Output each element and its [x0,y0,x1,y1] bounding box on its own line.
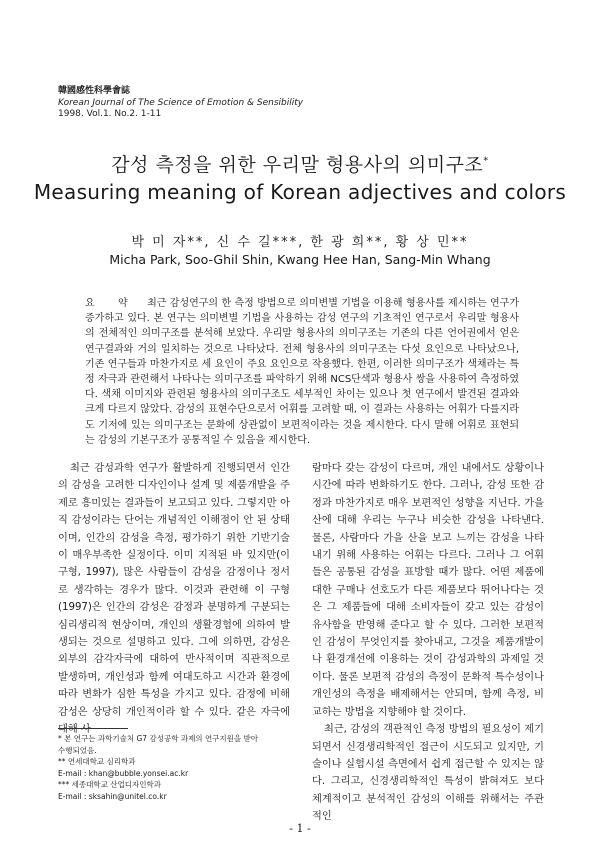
journal-volume: 1998. Vol.1. No.2. 1-11 [58,109,162,119]
title-footnote-mark: * [483,155,489,167]
abstract-label: 요 약 [85,298,138,309]
abstract [85,296,519,448]
body-paragraph: 람마다 갖는 감성이 다르며, 개인 내에서도 상황이나 시간에 따라 변화하기도 한다. 그러나, 감성 또한 감정과 마찬가지로 매우 보편적인 성향을 지닌다. 가을산에 대해 우리는 누구나 비슷한 감성을 나타낸다. 물론, 사람마다 가을 산을 보고 느끼는 감성을 나타내기 위해 사용하는 어휘는 다르다. 그러나 그 어휘들은 공통된 감성을 표방할 때가 많다. 어떤 제품에 대한 구매나 선호도가 다른 제품보다 뛰어나다는 것은 그 제품들에 대해 소비자들이 갖고 있는 감성이 유사함을 반영해 준다고 할 수 있다. 그러한 보편적인 감성이 무엇인지를 찾아내고, 그것을 제품개발이나 환경개선에 이용하는 것이 감성과학의 과제일 것이다. 물론 보편적 감성의 측정이 문화적 특수성이나 개인성의 측정을 배제해서는 안되며, 함께 측정, 비교하는 방법을 지향해야 할 것이다. [312,463,544,718]
footnote-email[interactable]: E-mail : khan@bubble.yonsei.ac.kr [58,768,189,778]
abstract-text: 최근 감성연구의 한 측정 방법으로 의미변별 기법을 이용해 형용사를 제시하는 연구가 증가하고 있다. 본 연구는 의미변별 기법을 사용하는 감성 연구의 기초적인 연구로서 우리말 형용사의 전체적인 의미구조를 분석해 보았다. 우리말 형용사의 의미구조는 기존의 다른 언어권에서 얻은 연구결과와 거의 일치하는 것으로 나타났다. 전체 형용사의 의미구조는 다섯 요인으로 나타났으나, 기존 연구들과 마찬가지로 세 요인이 주요 요인으로 작용했다. 한편, 이러한 의미구조가 색채라는 특정 자극과 관련해서 나타나는 의미구조를 파악하기 위해 NCS단색과 형용사 쌍을 사용하여 측정하였다. 색채 이미지와 관련된 형용사의 의미구조도 세부적인 차이는 있으나 첫 연구에서 발견된 결과와 크게 다르지 않았다. 감성의 표현수단으로서 어휘를 고려할 때, 이 결과는 사용하는 어휘가 다를지라도 기저에 있는 의미구조는 문화에 상관없이 보편적이라는 것을 제시한다. 다시 말해 어휘로 표현되는 감성의 기본구조가 공통적일 수 있음을 제시한다. [85,298,519,446]
footnote-line: * 본 연구는 과학기술처 G7 감성공학 과제의 연구지원을 받아 [58,734,259,743]
footnote-line: 수행되었음. [58,745,97,755]
authors-korean: 박 미 자**, 신 수 길***, 한 광 희**, 황 상 민** [131,235,469,250]
body-right-column [312,460,544,826]
body-left-column [58,460,290,739]
footnotes [58,733,290,802]
footnote-email[interactable]: E-mail : sksahin@unitel.co.kr [58,791,167,801]
footnote-line: *** 세종대학교 산업디자인학과 [58,780,161,789]
journal-header [58,86,303,121]
footnote-line: ** 연세대학교 심리학과 [58,757,136,766]
journal-name-en: Korean Journal of The Science of Emotion & Sensibility [58,97,304,108]
body-paragraph: 최근, 감성의 객관적인 측정 방법의 필요성이 제기되면서 신경생리학적인 접근이 시도되고 있지만, 기술이나 실험시설 측면에서 쉽게 접근할 수 있지는 않다. 그리고, 신경생리학적인 특성이 밝혀져도 보다 체계적이고 분석적인 감성의 이해를 위해서는 주관적인 [312,724,544,823]
footnote-divider [58,728,128,729]
title-korean [0,150,600,177]
body-paragraph: 최근 감성과학 연구가 활발하게 진행되면서 인간의 감성을 고려한 디자인이나 설계 및 제품개발을 주제로 흥미있는 결과들이 보고되고 있다. 그렇지만 아직 감성이라는 단어는 개념적인 이해점이 안 된 상태이며, 인간의 감성을 측정, 평가하기 위한 기반기술이 매우부족한 실정이다. 이미 지적된 바 있지만(이구형, 1997), 많은 사람들이 감성을 감정이나 정서로 생각하는 경우가 많다. 이것과 관련해 이 구형(1997)은 인간의 감성은 감정과 분명하게 구분되는 심리생리적 현상이며, 개인의 생활경험에 의하여 발생되는 것으로 설명하고 있다. 그에 의하면, 감성은 외부의 감각자극에 대하여 반사적이며 직관적으로 발생하며, 개인성과 함께 여대도하고 시간과 환경에 따라 변화가 심한 특성을 가지고 있다. 감정에 비해 감성은 상당히 개인적이라 할 수 있다. 같은 자극에 대해 사 [58,463,290,736]
title-english: Measuring meaning of Korean adjectives and colors [33,180,567,204]
journal-name-kr: 韓國感性科學會誌 [58,86,131,96]
page-number: - 1 - [289,822,311,835]
authors-english: Micha Park, Soo-Ghil Shin, Kwang Hee Han, Sang-Min Whang [109,252,491,267]
title-korean-text: 감성 측정을 위한 우리말 형용사의 의미구조 [111,154,484,176]
